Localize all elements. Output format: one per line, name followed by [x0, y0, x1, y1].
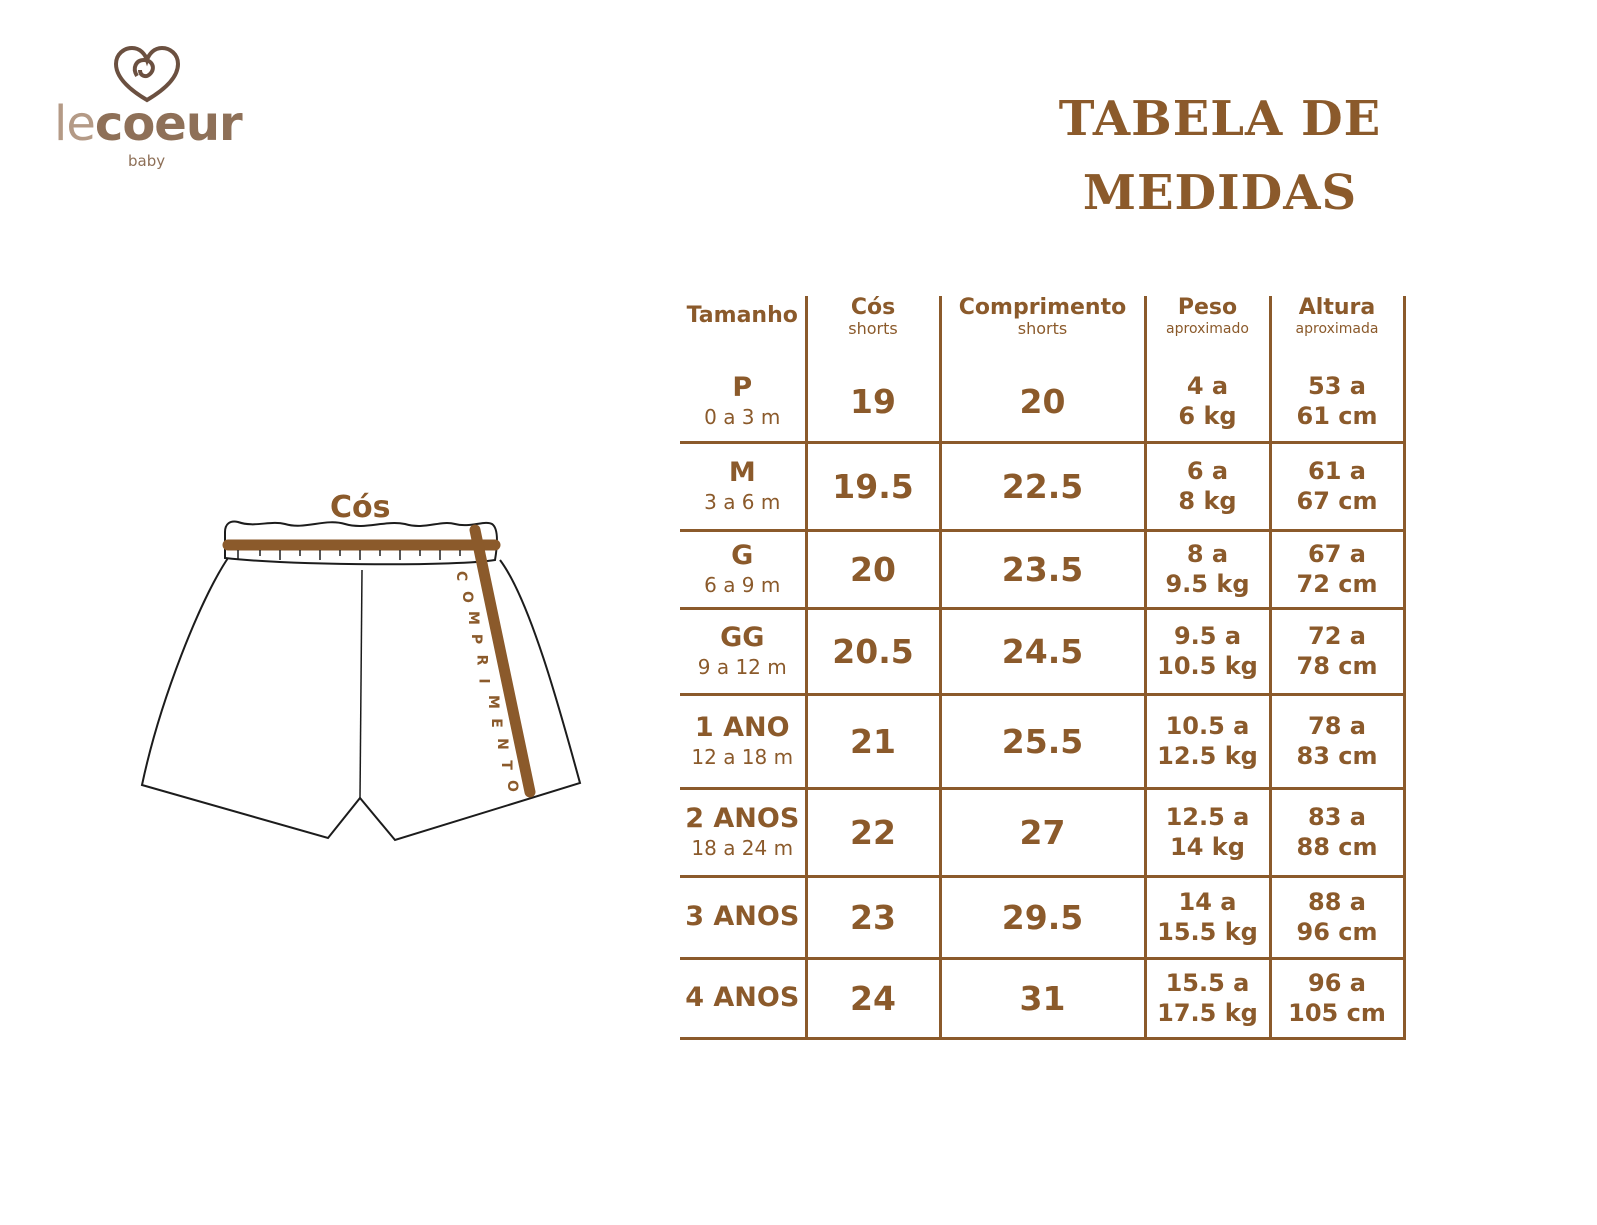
comprimento-value: 25.5 [1001, 721, 1084, 761]
size-age: 12 a 18 m [691, 745, 794, 769]
comprimento-letter: C [453, 570, 470, 582]
table-row [680, 530, 1404, 608]
cell-altura [1270, 362, 1404, 442]
cell-peso [1145, 530, 1270, 608]
size-table [680, 296, 1406, 1040]
cos-value: 19 [850, 381, 896, 421]
table-row [680, 694, 1404, 788]
size-name: 3 ANOS [685, 901, 800, 932]
cell-size [680, 876, 806, 958]
altura-from: 83 a [1308, 803, 1366, 831]
cell-cos [806, 362, 940, 442]
comprimento-letter: N [493, 738, 510, 750]
cell-size [680, 788, 806, 876]
cos-value: 21 [850, 721, 896, 761]
altura-from: 78 a [1308, 712, 1366, 740]
altura-to: 83 cm [1296, 742, 1378, 770]
cell-peso [1145, 442, 1270, 530]
size-name: 1 ANO [694, 712, 790, 743]
altura-from: 96 a [1308, 969, 1366, 997]
peso-from: 14 a [1178, 888, 1237, 916]
comprimento-value: 31 [1019, 978, 1066, 1018]
comprimento-value: 24.5 [1001, 631, 1084, 671]
peso-to: 6 kg [1178, 402, 1237, 431]
shorts-outline-illustration [130, 480, 600, 860]
comprimento-letter: T [497, 760, 514, 770]
brand-subtitle: baby [128, 152, 166, 170]
table-row [680, 958, 1404, 1038]
table-header-row [680, 296, 1404, 362]
cell-comprimento [940, 876, 1145, 958]
header-cos: Cós shorts [806, 296, 940, 362]
cell-peso [1145, 362, 1270, 442]
peso-from: 8 a [1186, 540, 1229, 568]
size-name: P [732, 372, 753, 404]
cell-altura [1270, 530, 1404, 608]
peso-from: 4 a [1186, 372, 1229, 401]
table-row [680, 442, 1404, 530]
peso-to: 17.5 kg [1157, 999, 1258, 1027]
size-age: 0 a 3 m [704, 405, 781, 430]
size-table-container [680, 296, 1410, 1040]
altura-from: 72 a [1308, 622, 1366, 650]
comprimento-letter: I [475, 678, 492, 684]
cell-comprimento [940, 788, 1145, 876]
comprimento-value: 22.5 [1001, 466, 1084, 506]
cell-comprimento [940, 530, 1145, 608]
size-age: 9 a 12 m [697, 655, 787, 679]
size-name: 4 ANOS [685, 982, 800, 1013]
cell-size [680, 362, 806, 442]
comprimento-letter: P [468, 633, 485, 645]
peso-to: 8 kg [1178, 487, 1237, 515]
comprimento-value: 27 [1019, 812, 1066, 852]
cell-altura [1270, 788, 1404, 876]
comprimento-value: 29.5 [1001, 897, 1084, 937]
altura-to: 72 cm [1296, 570, 1378, 598]
cos-value: 24 [850, 978, 896, 1018]
cell-comprimento [940, 694, 1145, 788]
comprimento-value: 20 [1019, 381, 1066, 421]
cell-size [680, 694, 806, 788]
brand-logo [50, 40, 250, 180]
cell-cos [806, 958, 940, 1038]
cell-peso [1145, 788, 1270, 876]
title-line-1: TABELA DE [1058, 91, 1382, 147]
size-age: 18 a 24 m [691, 836, 794, 860]
table-row [680, 788, 1404, 876]
cos-value: 22 [850, 812, 896, 852]
comprimento-letter: M [484, 695, 501, 709]
altura-from: 61 a [1308, 457, 1366, 485]
cell-comprimento [940, 442, 1145, 530]
cell-cos [806, 876, 940, 958]
cos-value: 20.5 [832, 631, 914, 671]
comprimento-value: 23.5 [1001, 549, 1084, 589]
altura-from: 53 a [1308, 372, 1366, 401]
peso-to: 10.5 kg [1157, 652, 1258, 680]
cell-size [680, 958, 806, 1038]
brand-wordmark: lecoeur [54, 96, 242, 152]
size-age: 6 a 9 m [704, 573, 781, 597]
cell-peso [1145, 694, 1270, 788]
altura-to: 67 cm [1296, 487, 1378, 515]
cell-cos [806, 694, 940, 788]
title-line-2: MEDIDAS [1082, 165, 1358, 221]
size-name: M [728, 457, 756, 488]
cos-value: 19.5 [832, 466, 914, 506]
altura-to: 88 cm [1296, 833, 1378, 861]
peso-to: 9.5 kg [1165, 570, 1250, 598]
cell-altura [1270, 958, 1404, 1038]
altura-to: 96 cm [1296, 918, 1378, 946]
cell-altura [1270, 876, 1404, 958]
peso-to: 12.5 kg [1157, 742, 1258, 770]
cell-size [680, 442, 806, 530]
header-altura: Altura aproximada [1270, 296, 1404, 362]
size-name: 2 ANOS [685, 803, 800, 834]
peso-from: 15.5 a [1165, 969, 1250, 997]
cell-comprimento [940, 958, 1145, 1038]
size-name: G [731, 540, 754, 571]
table-row [680, 362, 1404, 442]
comprimento-letter: R [473, 654, 490, 666]
cell-peso [1145, 876, 1270, 958]
cell-cos [806, 608, 940, 694]
comprimento-letter: O [458, 591, 475, 603]
cell-altura [1270, 694, 1404, 788]
cell-size [680, 608, 806, 694]
cell-peso [1145, 958, 1270, 1038]
table-row [680, 608, 1404, 694]
comprimento-letter: E [487, 718, 504, 728]
cell-peso [1145, 608, 1270, 694]
cell-altura [1270, 608, 1404, 694]
comprimento-letter: M [464, 611, 481, 625]
altura-to: 105 cm [1288, 999, 1386, 1027]
cell-size [680, 530, 806, 608]
peso-to: 15.5 kg [1157, 918, 1258, 946]
size-age: 3 a 6 m [704, 490, 781, 514]
cos-value: 23 [850, 897, 896, 937]
peso-from: 12.5 a [1165, 803, 1250, 831]
cell-cos [806, 788, 940, 876]
peso-from: 10.5 a [1165, 712, 1250, 740]
altura-from: 88 a [1308, 888, 1366, 916]
altura-from: 67 a [1308, 540, 1366, 568]
cell-cos [806, 530, 940, 608]
shorts-diagram [130, 480, 600, 860]
altura-to: 78 cm [1296, 652, 1378, 680]
cos-value: 20 [850, 549, 896, 589]
cell-comprimento [940, 608, 1145, 694]
cell-cos [806, 442, 940, 530]
cos-label: Cós [330, 490, 391, 525]
peso-to: 14 kg [1170, 833, 1245, 861]
peso-from: 9.5 a [1173, 622, 1242, 650]
page-title [1000, 82, 1440, 230]
header-tamanho: Tamanho [680, 296, 806, 362]
table-row [680, 876, 1404, 958]
header-comprimento: Comprimento shorts [940, 296, 1145, 362]
peso-from: 6 a [1186, 457, 1229, 485]
size-name: GG [720, 622, 765, 653]
comprimento-letter: O [503, 780, 520, 792]
cell-altura [1270, 442, 1404, 530]
cell-comprimento [940, 362, 1145, 442]
header-peso: Peso aproximado [1145, 296, 1270, 362]
altura-to: 61 cm [1296, 402, 1378, 431]
